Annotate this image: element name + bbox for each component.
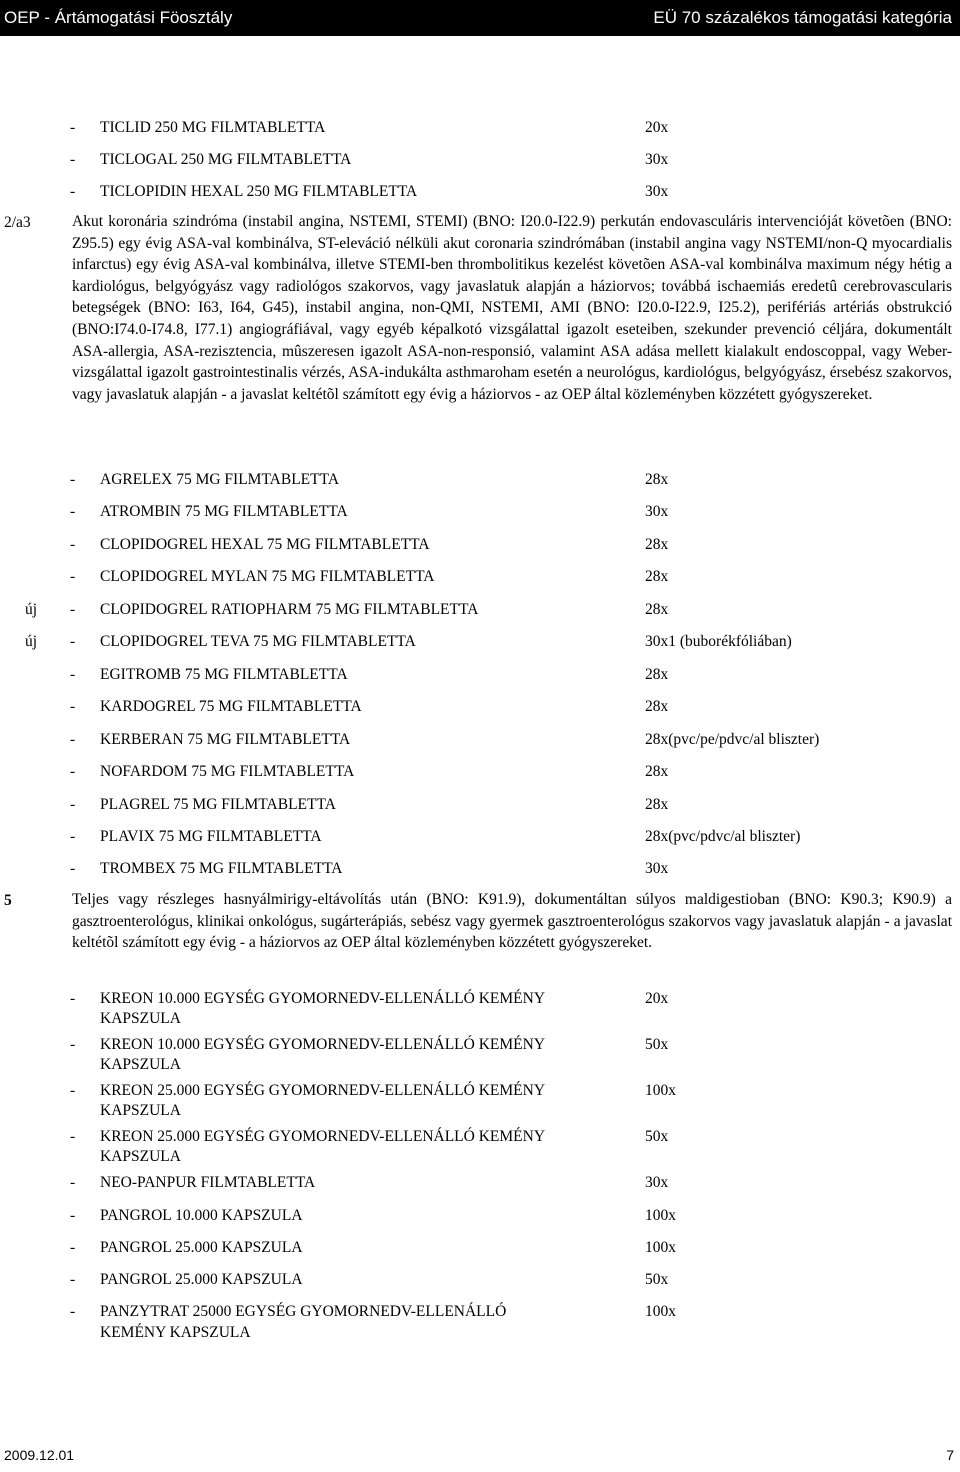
drug-name-continued: KAPSZULA bbox=[100, 1010, 181, 1027]
drug-quantity: 100x bbox=[645, 1207, 676, 1224]
list-dash: - bbox=[70, 1271, 76, 1288]
list-dash: - bbox=[70, 1303, 76, 1320]
drug-quantity: 28x(pvc/pdvc/al bliszter) bbox=[645, 828, 801, 845]
drug-name: CLOPIDOGREL TEVA 75 MG FILMTABLETTA bbox=[100, 633, 416, 650]
drug-name: KREON 10.000 EGYSÉG GYOMORNEDV-ELLENÁLLÓ KEMÉNY bbox=[100, 1036, 546, 1053]
drug-name-continued: KAPSZULA bbox=[100, 1102, 181, 1119]
drug-name: PLAVIX 75 MG FILMTABLETTA bbox=[100, 828, 322, 845]
section-code: 2/a3 bbox=[4, 214, 31, 231]
drug-name: PANGROL 25.000 KAPSZULA bbox=[100, 1271, 303, 1288]
drug-name-continued: KEMÉNY KAPSZULA bbox=[100, 1324, 251, 1341]
list-dash: - bbox=[70, 119, 76, 136]
list-dash: - bbox=[70, 151, 76, 168]
drug-name: KERBERAN 75 MG FILMTABLETTA bbox=[100, 731, 351, 748]
drug-quantity: 50x bbox=[645, 1271, 669, 1288]
list-dash: - bbox=[70, 1174, 76, 1191]
list-dash: - bbox=[70, 601, 76, 618]
drug-quantity: 30x bbox=[645, 183, 669, 200]
drug-name: CLOPIDOGREL RATIOPHARM 75 MG FILMTABLETTA bbox=[100, 601, 479, 618]
page-header bbox=[0, 0, 960, 36]
drug-name: ATROMBIN 75 MG FILMTABLETTA bbox=[100, 503, 348, 520]
drug-quantity: 100x bbox=[645, 1082, 676, 1099]
new-badge: új bbox=[25, 633, 38, 650]
list-dash: - bbox=[70, 1036, 76, 1053]
list-dash: - bbox=[70, 990, 76, 1007]
list-dash: - bbox=[70, 1239, 76, 1256]
drug-name: KREON 25.000 EGYSÉG GYOMORNEDV-ELLENÁLLÓ KEMÉNY bbox=[100, 1082, 546, 1099]
header-left-title: OEP - Ártámogatási Föosztály bbox=[4, 8, 233, 27]
drug-quantity: 30x bbox=[645, 503, 669, 520]
drug-name: TICLID 250 MG FILMTABLETTA bbox=[100, 119, 326, 136]
drug-name: CLOPIDOGREL MYLAN 75 MG FILMTABLETTA bbox=[100, 568, 435, 585]
section-code: 5 bbox=[4, 892, 12, 909]
drug-quantity: 28x bbox=[645, 698, 669, 715]
drug-name: EGITROMB 75 MG FILMTABLETTA bbox=[100, 666, 348, 683]
drug-quantity: 28x bbox=[645, 763, 669, 780]
list-dash: - bbox=[70, 503, 76, 520]
drug-name: TICLOGAL 250 MG FILMTABLETTA bbox=[100, 151, 352, 168]
drug-name: PANZYTRAT 25000 EGYSÉG GYOMORNEDV-ELLENÁLLÓ bbox=[100, 1303, 507, 1320]
drug-name: PANGROL 10.000 KAPSZULA bbox=[100, 1207, 303, 1224]
drug-name-continued: KAPSZULA bbox=[100, 1056, 181, 1073]
drug-quantity: 20x bbox=[645, 990, 669, 1007]
drug-quantity: 50x bbox=[645, 1036, 669, 1053]
new-badge: új bbox=[25, 601, 38, 618]
list-dash: - bbox=[70, 828, 76, 845]
drug-name: NOFARDOM 75 MG FILMTABLETTA bbox=[100, 763, 355, 780]
drug-quantity: 100x bbox=[645, 1303, 676, 1320]
page-number: 7 bbox=[946, 1447, 954, 1463]
drug-name: TROMBEX 75 MG FILMTABLETTA bbox=[100, 860, 343, 877]
drug-quantity: 28x bbox=[645, 601, 669, 618]
drug-quantity: 28x(pvc/pe/pdvc/al bliszter) bbox=[645, 731, 820, 748]
list-dash: - bbox=[70, 536, 76, 553]
drug-name: AGRELEX 75 MG FILMTABLETTA bbox=[100, 471, 340, 488]
drug-name: TICLOPIDIN HEXAL 250 MG FILMTABLETTA bbox=[100, 183, 418, 200]
drug-name: KREON 10.000 EGYSÉG GYOMORNEDV-ELLENÁLLÓ KEMÉNY bbox=[100, 990, 546, 1007]
drug-quantity: 20x bbox=[645, 119, 669, 136]
list-dash: - bbox=[70, 568, 76, 585]
footer-date: 2009.12.01 bbox=[4, 1447, 75, 1463]
indication-text: Teljes vagy részleges hasnyálmirigy-eltávolítás után (BNO: K91.9), dokumentáltan súlyos maldigestioban (BNO: K90.3; K90.9) a gasztroenterológus, klinikai onkológus, sugárterápiás, sebész vagy gyermek gasztroenterológus szakorvos vagy javaslatuk alapján - a javaslat keltétõl számított egy évig - a háziorvos az OEP által közleményben közzétett gyógyszereket. bbox=[72, 891, 952, 952]
drug-quantity: 28x bbox=[645, 666, 669, 683]
drug-quantity: 28x bbox=[645, 536, 669, 553]
drug-quantity: 50x bbox=[645, 1128, 669, 1145]
list-dash: - bbox=[70, 633, 76, 650]
drug-quantity: 30x bbox=[645, 151, 669, 168]
list-dash: - bbox=[70, 471, 76, 488]
indication-text: Akut koronária szindróma (instabil angina, NSTEMI, STEMI) (BNO: I20.0-I22.9) perkután endovasculáris intervencióját követõen (BNO: Z95.5) egy évig ASA-val kombinálva, ST-eleváció nélküli akut coronaria szindrómában (instabil angina vagy NSTEMI/non-Q myocardialis infarctus) egy évig ASA-val kombinálva, illetve STEMI-ben thrombolitikus kezelést követõen ASA-val kombinálva maximum négy hétig a kardiológus, belgyógyász vagy radiológos szakorvos, vagy javaslatuk alapján a háziorvos; továbbá ischaemiás eredetû cerebrovascularis betegségek (BNO: I63, I64, G45), instabil angina, non-QMI, NSTEMI, AMI (BNO: I20.0-I22.9, I25.2), perifériás artériás obstrukció (BNO:I74.0-I74.8, I77.1) angiográfiával, vagy egyéb képalkotó vizsgálattal igazolt eseteiben, szekunder prevenció céljára, dokumentált ASA-allergia, ASA-rezisztencia, mûszeresen igazolt ASA-non-responsió, valamint ASA adása mellett kialakult endoscoppal, vagy Weber-vizsgálattal igazolt gastrointestinalis vérzés, ASA-indukálta asthmaroham esetén a neurológus, kardiológus, belgyógyász, érsebész szakorvos, vagy javaslatuk alapján - a javaslat keltétõl számított egy évig a háziorvos - az OEP által közleményben közzétett gyógyszereket. bbox=[72, 213, 952, 403]
drug-name: KARDOGREL 75 MG FILMTABLETTA bbox=[100, 698, 362, 715]
drug-name: CLOPIDOGREL HEXAL 75 MG FILMTABLETTA bbox=[100, 536, 430, 553]
list-dash: - bbox=[70, 666, 76, 683]
drug-quantity: 28x bbox=[645, 471, 669, 488]
list-dash: - bbox=[70, 860, 76, 877]
list-dash: - bbox=[70, 183, 76, 200]
drug-quantity: 100x bbox=[645, 1239, 676, 1256]
list-dash: - bbox=[70, 1207, 76, 1224]
drug-quantity: 30x bbox=[645, 860, 669, 877]
list-dash: - bbox=[70, 796, 76, 813]
drug-name: NEO-PANPUR FILMTABLETTA bbox=[100, 1174, 316, 1191]
list-dash: - bbox=[70, 698, 76, 715]
list-dash: - bbox=[70, 1128, 76, 1145]
header-right-title: EÜ 70 százalékos támogatási kategória bbox=[653, 8, 952, 27]
drug-name: PLAGREL 75 MG FILMTABLETTA bbox=[100, 796, 336, 813]
drug-quantity: 30x1 (buborékfóliában) bbox=[645, 633, 792, 650]
drug-quantity: 28x bbox=[645, 568, 669, 585]
list-dash: - bbox=[70, 731, 76, 748]
list-dash: - bbox=[70, 763, 76, 780]
drug-name: KREON 25.000 EGYSÉG GYOMORNEDV-ELLENÁLLÓ KEMÉNY bbox=[100, 1128, 546, 1145]
list-dash: - bbox=[70, 1082, 76, 1099]
drug-quantity: 30x bbox=[645, 1174, 669, 1191]
drug-name: PANGROL 25.000 KAPSZULA bbox=[100, 1239, 303, 1256]
drug-quantity: 28x bbox=[645, 796, 669, 813]
drug-name-continued: KAPSZULA bbox=[100, 1148, 181, 1165]
